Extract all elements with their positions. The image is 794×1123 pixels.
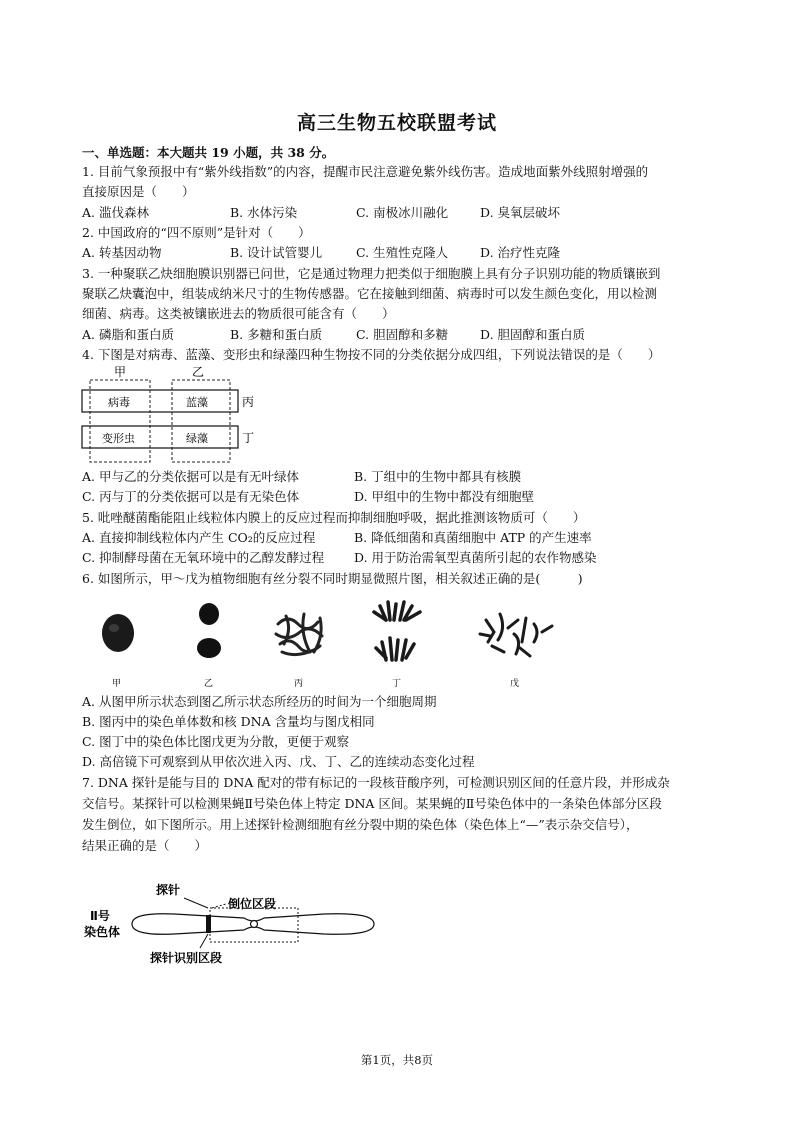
q3-option-d[interactable]: D. 胆固醇和蛋白质 (480, 327, 586, 342)
label-ding: 丁 (242, 431, 255, 445)
group-bing-box (82, 390, 238, 412)
label-chromosome: 染色体 (84, 925, 121, 939)
label-bing: 丙 (242, 395, 255, 409)
question-5-stem: 5. 吡唑醚菌酯能阻止线粒体内膜上的反应过程而抑制细胞呼吸，据此推测该物质可（ ） (82, 510, 586, 525)
q2-option-b[interactable]: B. 设计试管婴儿 (230, 245, 323, 260)
label-chromosome-ii: Ⅱ号 (90, 909, 110, 923)
q6-option-c[interactable]: C. 图丁中的染色体比图戊更为分散，更便于观察 (82, 734, 350, 749)
question-3-stem-cont2: 细菌、病毒。这类被镶嵌进去的物质很可能含有（ ） (82, 306, 395, 321)
label-probe-region: 探针识别区段 (150, 951, 223, 965)
question-7-stem-cont2: 发生倒位，如下图所示。用上述探针检测细胞有丝分裂中期的染色体（染色体上“—”表示杂交信号）， (82, 817, 639, 832)
section-heading: 一、单选题：本大题共 19 小题，共 38 分。 (82, 145, 335, 160)
q1-option-d[interactable]: D. 臭氧层破坏 (480, 205, 561, 220)
cell-ding-image (374, 602, 420, 660)
group-jia-box (90, 380, 150, 462)
centromere (251, 921, 258, 928)
q5-option-d[interactable]: D. 用于防治需氧型真菌所引起的农作物感染 (354, 550, 597, 565)
label-green-algae: 绿藻 (186, 432, 208, 445)
q5-option-b[interactable]: B. 降低细菌和真菌细胞中 ATP 的产生速率 (354, 530, 592, 545)
page-footer: 第1页，共8页 (360, 1053, 434, 1067)
question-2-stem: 2. 中国政府的“四不原则”是针对（ ） (82, 225, 311, 240)
label-inversion: 倒位区段 (228, 897, 277, 911)
question-3-stem-cont: 聚联乙炔囊泡中，组装成纳米尺寸的生物传感器。它在接触到细菌、病毒时可以发生颜色变化，用以检测 (82, 286, 658, 301)
cell-wu-image (480, 614, 552, 656)
q4-option-c[interactable]: C. 丙与丁的分类依据可以是有无染色体 (82, 489, 300, 504)
q6-option-d[interactable]: D. 高倍镜下可观察到从甲依次进入丙、戊、丁、乙的连续动态变化过程 (82, 754, 475, 769)
label-virus: 病毒 (108, 396, 130, 409)
mitosis-micrographs (90, 598, 570, 690)
question-7-stem-cont3: 结果正确的是（ ） (82, 838, 208, 853)
cell-jia-image (102, 614, 134, 652)
question-7-stem-cont: 交信号。某探针可以检测果蝇Ⅱ号染色体上特定 DNA 区间。某果蝇的Ⅱ号染色体中的一条染色体部分区段 (82, 796, 662, 811)
cell-yi-image (197, 603, 221, 658)
group-yi-box (172, 380, 230, 462)
q2-option-d[interactable]: D. 治疗性克隆 (480, 245, 561, 260)
caption-wu: 戊 (510, 679, 520, 689)
label-probe: 探针 (156, 883, 181, 897)
q3-option-c[interactable]: C. 胆固醇和多糖 (356, 327, 449, 342)
q3-option-b[interactable]: B. 多糖和蛋白质 (230, 327, 323, 342)
caption-yi: 乙 (204, 679, 214, 689)
region-pointer (200, 934, 208, 948)
question-7-stem: 7. DNA 探针是能与目的 DNA 配对的带有标记的一段核苷酸序列，可检测识别区间的任意片段，并形成杂 (82, 775, 670, 790)
q1-option-c[interactable]: C. 南极冰川融化 (356, 205, 449, 220)
classification-figure (80, 364, 270, 464)
q5-option-a[interactable]: A. 直接抑制线粒体内产生 CO₂的反应过程 (82, 530, 316, 545)
question-6-stem: 6. 如图所示，甲～戊为植物细胞有丝分裂不同时期显微照片图，相关叙述正确的是( ) (82, 571, 583, 586)
q5-option-c[interactable]: C. 抑制酵母菌在无氧环境中的乙醇发酵过程 (82, 550, 325, 565)
label-yi: 乙 (192, 365, 205, 379)
label-cyanobacteria: 蓝藻 (186, 396, 208, 409)
q2-option-c[interactable]: C. 生殖性克隆人 (356, 245, 449, 260)
chromosome-inversion-figure (84, 878, 394, 968)
q4-option-b[interactable]: B. 丁组中的生物中都具有核膜 (354, 469, 522, 484)
q2-option-a[interactable]: A. 转基因动物 (82, 245, 162, 260)
probe-pointer (184, 898, 208, 908)
q1-option-a[interactable]: A. 滥伐森林 (82, 205, 149, 220)
inversion-pointer (212, 904, 226, 908)
q4-option-a[interactable]: A. 甲与乙的分类依据可以是有无叶绿体 (82, 469, 299, 484)
q6-option-a[interactable]: A. 从图甲所示状态到图乙所示状态所经历的时间为一个细胞周期 (82, 694, 437, 709)
cell-bing-image (276, 614, 322, 655)
q1-option-b[interactable]: B. 水体污染 (230, 205, 298, 220)
label-jia: 甲 (114, 365, 127, 379)
question-3-stem: 3. 一种聚联乙炔细胞膜识别器已问世，它是通过物理力把类似于细胞膜上具有分子识别功能的物质镶嵌到 (82, 266, 661, 281)
q3-option-a[interactable]: A. 磷脂和蛋白质 (82, 327, 174, 342)
caption-jia: 甲 (112, 679, 122, 689)
caption-ding: 丁 (392, 679, 402, 689)
label-amoeba: 变形虫 (102, 432, 135, 445)
caption-bing: 丙 (294, 679, 304, 689)
q4-option-d[interactable]: D. 甲组中的生物中都没有细胞壁 (354, 489, 535, 504)
q6-option-b[interactable]: B. 图丙中的染色单体数和核 DNA 含量均与图戊相同 (82, 714, 375, 729)
question-1-stem-cont: 直接原因是（ ） (82, 184, 195, 199)
question-1-stem: 1. 目前气象预报中有“紫外线指数”的内容，提醒市民注意避免紫外线伤害。造成地面紫外线照射增强的 (82, 164, 649, 179)
page-title: 高三生物五校联盟考试 (296, 112, 497, 134)
question-4-stem: 4. 下图是对病毒、蓝藻、变形虫和绿藻四种生物按不同的分类依据分成四组，下列说法错误的是（ ） (82, 347, 661, 362)
